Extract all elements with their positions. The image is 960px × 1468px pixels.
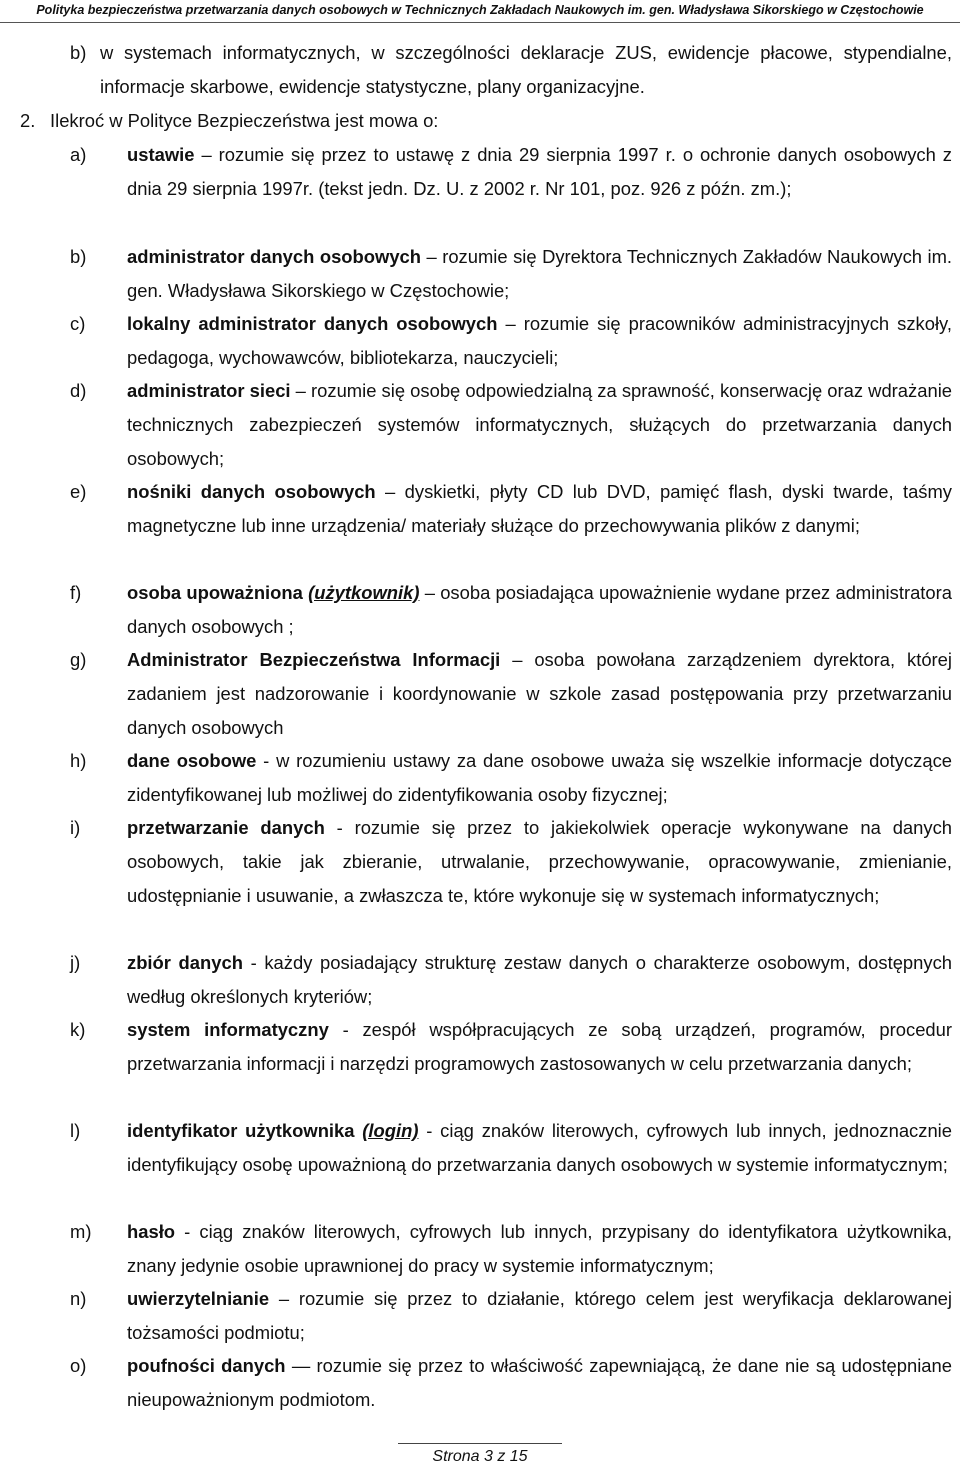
item-label: e) — [70, 481, 87, 502]
item-label: b) — [70, 246, 87, 267]
definition-item — [70, 1282, 952, 1350]
defined-term: nośniki danych osobowych — [127, 481, 376, 502]
page-footer — [0, 1446, 960, 1468]
definition-item — [70, 576, 952, 644]
item-body — [127, 1013, 952, 1081]
running-title: Polityka bezpieczeństwa przetwarzania danych osobowych w Technicznych Zakładach Naukowych im. gen. Władysława Sikorskiego w Częstochowie — [36, 3, 924, 17]
definition-item — [70, 307, 952, 375]
defined-term: Administrator Bezpieczeństwa Informacji — [127, 649, 501, 670]
definition-text: osoba powołana zarządzeniem dyrektora, której zadaniem jest nadzorowanie i koordynowanie w szkole zasad postępowania przy przetwarzaniu danych osobowych — [127, 649, 952, 738]
footer-divider — [398, 1443, 562, 1444]
item-label: k) — [70, 1019, 86, 1040]
definition-dash: - — [324, 817, 355, 838]
definition-item — [70, 374, 952, 476]
defined-term: osoba upoważniona — [127, 582, 303, 603]
definition-dash: - — [328, 1019, 363, 1040]
item-label: m) — [70, 1221, 92, 1242]
definition-item — [70, 643, 952, 745]
definition-item — [70, 240, 952, 308]
item-body — [127, 946, 952, 1014]
item-body — [127, 475, 952, 543]
item-body — [127, 138, 952, 206]
item-label: n) — [70, 1288, 87, 1309]
page-number: Strona 3 z 15 — [432, 1448, 528, 1465]
item-label: b) — [70, 42, 87, 63]
definition-text: każdy posiadający strukturę zestaw danych o charakterze osobowym, dostępnych według określonych kryteriów; — [127, 952, 953, 1007]
defined-term: administrator danych osobowych — [127, 246, 422, 267]
defined-term: system informatyczny — [127, 1019, 329, 1040]
defined-term: administrator sieci — [127, 380, 291, 401]
defined-term-alias: (login) — [362, 1120, 419, 1141]
definition-item — [70, 1013, 952, 1081]
definition-text: rozumie się przez to ustawę z dnia 29 sierpnia 1997 r. o ochronie danych osobowych z dnia 29 sierpnia 1997r. (tekst jedn. Dz. U. z 2002 r. Nr 101, poz. 926 z późn. zm.); — [127, 144, 953, 199]
item-body — [127, 240, 952, 308]
list-item — [70, 36, 952, 104]
item-label: o) — [70, 1355, 87, 1376]
definition-item — [70, 475, 952, 543]
item-body — [127, 744, 952, 812]
definition-text: ciąg znaków literowych, cyfrowych lub innych, przypisany do identyfikatora użytkownika, znany jedynie osobie uprawnionej do pracy w systemie informatycznym; — [127, 1221, 952, 1276]
defined-term-alias: (użytkownik) — [308, 582, 420, 603]
definition-item — [70, 811, 952, 913]
definition-dash: – — [419, 582, 441, 603]
definition-dash: - — [242, 952, 265, 973]
item-label: j) — [70, 952, 81, 973]
item-body — [127, 374, 952, 476]
definition-item — [70, 744, 952, 812]
definition-text: rozumie się przez to działanie, którego celem jest weryfikacja deklarowanej tożsamości podmiotu; — [127, 1288, 952, 1343]
definition-text: rozumie się przez to jakiekolwiek operacje wykonywane na danych osobowych, takie jak zbieranie, utrwalanie, przechowywanie, opracowywanie, zmienianie, udostępnianie i usuwanie, a zwłaszcza te, które wykonuje się w systemach informatycznych; — [127, 817, 952, 906]
item-body — [127, 1349, 952, 1417]
definition-item — [70, 1114, 952, 1182]
defined-term: lokalny administrator danych osobowych — [127, 313, 498, 334]
definition-item — [70, 946, 952, 1014]
section-number: 2. — [20, 110, 36, 131]
definition-text: rozumie się Dyrektora Technicznych Zakładów Naukowych im. gen. Władysława Sikorskiego w Częstochowie; — [127, 246, 953, 301]
definition-dash: - — [418, 1120, 441, 1141]
defined-term: uwierzytelnianie — [127, 1288, 270, 1309]
item-label: h) — [70, 750, 87, 771]
item-body — [127, 576, 952, 644]
definition-dash: - — [175, 1221, 200, 1242]
item-body — [127, 1215, 952, 1283]
defined-term: dane osobowe — [127, 750, 257, 771]
definition-dash: — — [285, 1355, 317, 1376]
item-body — [127, 643, 952, 745]
item-body — [127, 1282, 952, 1350]
defined-term: zbiór danych — [127, 952, 243, 973]
definition-dash: – — [421, 246, 443, 267]
definition-item — [70, 1215, 952, 1283]
definition-dash: – — [290, 380, 312, 401]
item-label: f) — [70, 582, 82, 603]
definition-text: rozumie się pracowników administracyjnych szkoły, pedagoga, wychowawców, bibliotekarza, nauczycieli; — [127, 313, 952, 368]
section-2-intro — [20, 104, 580, 138]
definition-item — [70, 1349, 952, 1417]
definition-dash: – — [497, 313, 524, 334]
item-label: i) — [70, 817, 81, 838]
item-label: g) — [70, 649, 87, 670]
definition-dash: – — [194, 144, 219, 165]
definition-item — [70, 138, 952, 206]
definition-text: zespół współpracujących ze sobą urządzeń, programów, procedur przetwarzania informacji i narzędzi programowych zastosowanych w celu przetwarzania danych; — [127, 1019, 952, 1074]
item-body — [127, 1114, 952, 1182]
item-label: c) — [70, 313, 86, 334]
item-label: d) — [70, 380, 87, 401]
item-label: a) — [70, 144, 87, 165]
defined-term: identyfikator użytkownika — [127, 1120, 355, 1141]
definition-text: dyskietki, płyty CD lub DVD, pamięć flash, dyski twarde, taśmy magnetyczne lub inne urządzenia/ materiały służące do przechowywania plików z danymi; — [127, 481, 953, 536]
definition-dash: – — [269, 1288, 299, 1309]
defined-term: poufności danych — [127, 1355, 286, 1376]
defined-term: ustawie — [127, 144, 195, 165]
definition-text: w rozumieniu ustawy za dane osobowe uważa się wszelkie informacje dotyczące zidentyfikowanej lub możliwej do zidentyfikowania osoby fizycznej; — [127, 750, 952, 805]
item-body — [127, 307, 952, 375]
definition-text: ciąg znaków literowych, cyfrowych lub innych, jednoznacznie identyfikujący osobę upoważnioną do przetwarzania danych osobowych w systemie informatycznym; — [127, 1120, 952, 1175]
definition-text: rozumie się osobę odpowiedzialną za sprawność, konserwację oraz wdrażanie technicznych zabezpieczeń systemów informatycznych, służących do przetwarzania danych osobowych; — [127, 380, 953, 469]
definition-dash: - — [256, 750, 277, 771]
definition-text: rozumie się przez to właściwość zapewniającą, że dane nie są udostępniane nieupoważnionym podmiotom. — [127, 1355, 952, 1410]
definition-text: osoba posiadająca upoważnienie wydane przez administratora danych osobowych ; — [127, 582, 952, 637]
defined-term: przetwarzanie danych — [127, 817, 325, 838]
defined-term: hasło — [127, 1221, 176, 1242]
item-label: l) — [70, 1120, 81, 1141]
item-text: w systemach informatycznych, w szczególności deklaracje ZUS, ewidencje płacowe, stypendialne, informacje skarbowe, ewidencje statystyczne, plany organizacyjne. — [100, 42, 952, 97]
section-intro-text: Ilekroć w Polityce Bezpieczeństwa jest mowa o: — [50, 110, 439, 131]
definition-dash: – — [375, 481, 405, 502]
definition-dash: – — [500, 649, 535, 670]
item-body — [127, 811, 952, 913]
